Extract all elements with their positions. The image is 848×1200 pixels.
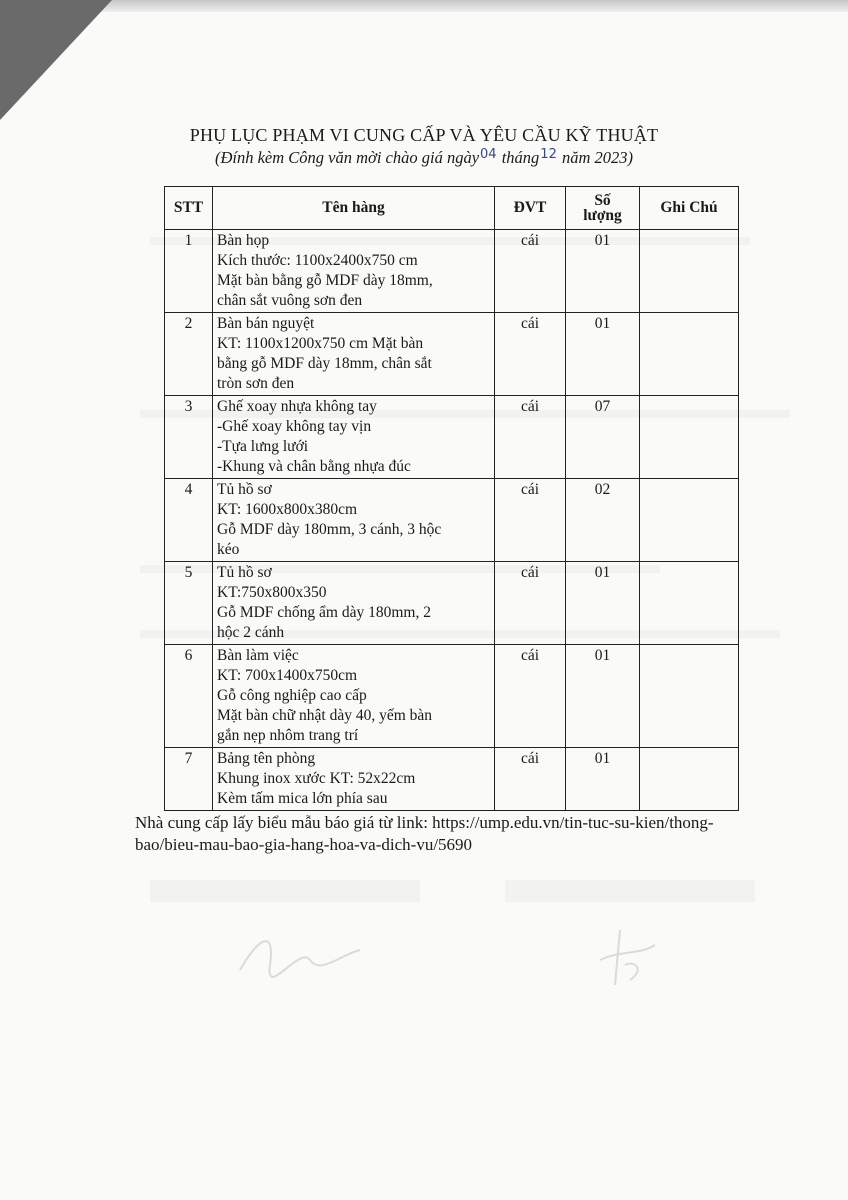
row-note [640, 748, 739, 811]
header-stt: STT [165, 187, 213, 230]
item-name: Bảng tên phòng [217, 750, 316, 767]
folded-corner [0, 0, 112, 120]
item-spec-line: Kích thước: 1100x2400x750 cm [217, 252, 418, 269]
row-unit: cái [495, 479, 566, 562]
row-quantity: 02 [566, 479, 640, 562]
item-spec-line: Kèm tấm mica lớn phía sau [217, 790, 388, 807]
item-spec-line: Mặt bàn chữ nhật dày 40, yếm bàn [217, 707, 433, 724]
header-item-name: Tên hàng [213, 187, 495, 230]
scan-top-edge [100, 0, 848, 12]
row-note [640, 396, 739, 479]
document-title: PHỤ LỤC PHẠM VI CUNG CẤP VÀ YÊU CẦU KỸ THUẬT [189, 125, 659, 145]
table-row [165, 748, 739, 811]
row-stt: 6 [165, 645, 213, 748]
item-name: Bàn bán nguyệt [217, 315, 315, 332]
row-note [640, 230, 739, 313]
table-row [165, 645, 739, 748]
item-spec-line: KT:750x800x350 [217, 584, 327, 601]
quotation-form-note [135, 812, 775, 856]
bleed-through-signature [580, 925, 670, 995]
row-item-description [213, 645, 495, 748]
item-spec-line: KT: 700x1400x750cm [217, 667, 358, 684]
item-spec-line: Gỗ công nghiệp cao cấp [217, 687, 367, 704]
row-unit: cái [495, 748, 566, 811]
item-spec-line: Mặt bàn bằng gỗ MDF dày 18mm, [217, 272, 433, 289]
specification-table [164, 186, 739, 811]
row-quantity: 01 [566, 748, 640, 811]
row-quantity: 01 [566, 562, 640, 645]
item-spec-line: -Khung và chân bằng nhựa đúc [217, 458, 411, 475]
header-note: Ghi Chú [640, 187, 739, 230]
item-spec-line: Gỗ MDF chống ẩm dày 180mm, 2 [217, 604, 431, 621]
item-name: Tủ hồ sơ [217, 481, 272, 498]
row-unit: cái [495, 645, 566, 748]
item-spec-line: tròn sơn đen [217, 375, 295, 392]
item-spec-line: -Tựa lưng lưới [217, 438, 309, 455]
item-spec-line: Khung inox xước KT: 52x22cm [217, 770, 416, 787]
item-name: Tủ hồ sơ [217, 564, 272, 581]
document-subtitle [0, 148, 848, 168]
item-spec-line: Gỗ MDF dày 180mm, 3 cánh, 3 hộc [217, 521, 442, 538]
row-item-description [213, 396, 495, 479]
row-quantity: 07 [566, 396, 640, 479]
item-name: Ghế xoay nhựa không tay [217, 398, 377, 415]
row-quantity: 01 [566, 230, 640, 313]
row-unit: cái [495, 230, 566, 313]
subtitle-prefix: (Đính kèm Công văn mời chào giá ngày [214, 148, 480, 167]
header-unit: ĐVT [495, 187, 566, 230]
row-stt: 5 [165, 562, 213, 645]
row-quantity: 01 [566, 313, 640, 396]
row-unit: cái [495, 562, 566, 645]
row-stt: 3 [165, 396, 213, 479]
row-stt: 1 [165, 230, 213, 313]
row-item-description [213, 313, 495, 396]
table-header-row [165, 187, 739, 230]
bleed-through-signature [230, 925, 370, 985]
item-spec-line: kéo [217, 541, 240, 558]
item-name: Bàn làm việc [217, 647, 299, 664]
table-row [165, 562, 739, 645]
row-note [640, 479, 739, 562]
row-item-description [213, 562, 495, 645]
bleed-through-mark [505, 880, 755, 902]
row-item-description [213, 479, 495, 562]
row-stt: 4 [165, 479, 213, 562]
item-spec-line: hộc 2 cánh [217, 624, 285, 641]
item-spec-line: -Ghế xoay không tay vịn [217, 418, 372, 435]
row-stt: 2 [165, 313, 213, 396]
table-row [165, 479, 739, 562]
table-row [165, 230, 739, 313]
item-spec-line: bằng gỗ MDF dày 18mm, chân sắt [217, 355, 432, 372]
row-note [640, 645, 739, 748]
note-line-2: bao/bieu-mau-bao-gia-hang-hoa-va-dich-vu/5690 [135, 835, 473, 854]
subtitle-suffix: năm 2023) [561, 148, 634, 167]
item-spec-line: KT: 1600x800x380cm [217, 501, 358, 518]
row-unit: cái [495, 313, 566, 396]
row-item-description [213, 230, 495, 313]
handwritten-month: 12 [540, 147, 557, 162]
table-row [165, 313, 739, 396]
item-spec-line: chân sắt vuông sơn đen [217, 292, 363, 309]
row-quantity: 01 [566, 645, 640, 748]
document-heading [0, 125, 848, 168]
row-stt: 7 [165, 748, 213, 811]
header-quantity: Số lượng [566, 187, 640, 230]
row-note [640, 313, 739, 396]
subtitle-month-word: tháng [501, 148, 540, 167]
row-note [640, 562, 739, 645]
bleed-through-mark [150, 880, 420, 902]
row-item-description [213, 748, 495, 811]
item-spec-line: gắn nẹp nhôm trang trí [217, 727, 359, 744]
row-unit: cái [495, 396, 566, 479]
note-line-1: Nhà cung cấp lấy biểu mẫu báo giá từ link: https://ump.edu.vn/tin-tuc-su-kien/thong- [135, 813, 714, 832]
item-name: Bàn họp [217, 232, 270, 249]
handwritten-day: 04 [480, 147, 497, 162]
table-row [165, 396, 739, 479]
item-spec-line: KT: 1100x1200x750 cm Mặt bàn [217, 335, 424, 352]
